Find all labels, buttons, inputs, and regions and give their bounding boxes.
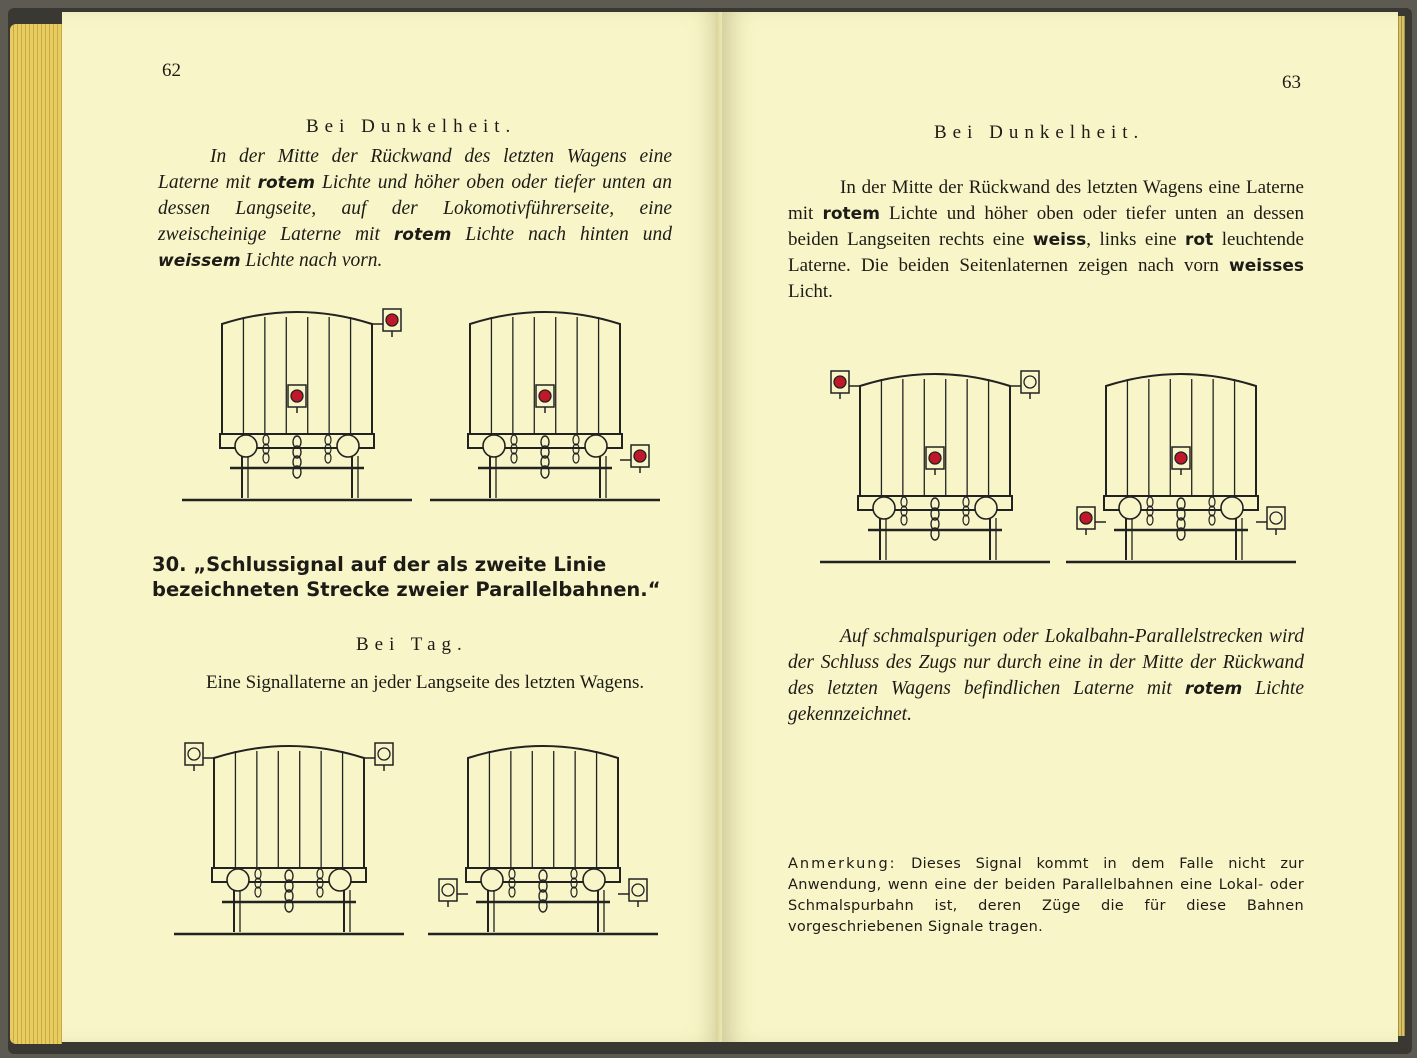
dark-paragraph bbox=[158, 144, 672, 274]
note-block bbox=[788, 854, 1304, 938]
text-run: In der Mitte der Rückwand des letzten Wagens eine Laterne mit bbox=[158, 146, 672, 193]
text-run: Auf schmalspurigen oder Lokalbahn-Parallelstrecken wird der Schluss des Zugs nur durch eine in der Mitte der Rückwand des letzten Wagens befindlichen Laterne mit bbox=[788, 626, 1304, 699]
page-number: 62 bbox=[162, 60, 181, 81]
wagon-body bbox=[468, 746, 618, 868]
wagon-figure bbox=[1066, 346, 1296, 570]
buffer bbox=[235, 435, 257, 457]
note-label: Anmerkung: bbox=[788, 856, 897, 872]
buffer bbox=[585, 435, 607, 457]
bold-word: rotem bbox=[822, 204, 880, 224]
bold-word: weiss bbox=[1032, 230, 1087, 250]
narrow-gauge-paragraph bbox=[788, 624, 1304, 728]
heading-dark: Bei Dunkelheit. bbox=[306, 116, 517, 137]
bold-word: weissem bbox=[158, 251, 241, 271]
buffer bbox=[873, 497, 895, 519]
text-run: Lichte nach vorn. bbox=[240, 250, 383, 271]
left-page bbox=[62, 12, 722, 1042]
buffer bbox=[1119, 497, 1141, 519]
text-run: Licht. bbox=[788, 281, 833, 302]
wagon-body bbox=[214, 746, 364, 868]
wagon-figure bbox=[820, 346, 1050, 570]
bold-word: rotem bbox=[1184, 679, 1243, 699]
section-title: „Schlussignal auf der als zweite Linie bezeichneten Strecke zweier Parallelbahnen.“ bbox=[152, 553, 661, 601]
text-run: In der Mitte der Rückwand des letzten Wagens eine Laterne mit bbox=[788, 177, 1304, 224]
bold-word: rotem bbox=[393, 225, 452, 245]
buffer bbox=[1221, 497, 1243, 519]
buffer bbox=[329, 869, 351, 891]
text-run: Lichte und höher oben oder tiefer unten an dessen beiden Langseiten rechts eine bbox=[788, 203, 1304, 250]
wagon-figure bbox=[174, 718, 404, 942]
day-paragraph: Eine Signallaterne an jeder Langseite des letzten Wagens. bbox=[206, 672, 645, 693]
buffer bbox=[583, 869, 605, 891]
heading-dark: Bei Dunkelheit. bbox=[934, 122, 1145, 143]
note-text: Dieses Signal kommt in dem Falle nicht zur Anwendung, wenn eine der beiden Parallelbahnen eine Lokal- oder Schmalspurbahn ist, deren Züge die für diese Bahnen vorgeschriebenen Signale tragen. bbox=[788, 856, 1304, 935]
wagon-body bbox=[470, 312, 620, 434]
right-page bbox=[722, 12, 1398, 1042]
buffer bbox=[483, 435, 505, 457]
wagon-body bbox=[1106, 374, 1256, 496]
buffer bbox=[481, 869, 503, 891]
section-title-block bbox=[152, 552, 692, 602]
wagon-body bbox=[222, 312, 372, 434]
wagon-figure bbox=[430, 284, 660, 508]
bold-word: rot bbox=[1185, 230, 1214, 250]
section-number: 30. bbox=[152, 553, 187, 576]
bold-word: weisses bbox=[1229, 256, 1304, 276]
text-run: , links eine bbox=[1086, 229, 1186, 250]
bold-word: rotem bbox=[257, 173, 315, 193]
buffer bbox=[227, 869, 249, 891]
text-run: Lichte nach hinten und bbox=[451, 224, 672, 245]
buffer bbox=[337, 435, 359, 457]
wagon-figure bbox=[428, 718, 658, 942]
wagon-figure bbox=[182, 284, 412, 508]
page-edges-left bbox=[10, 24, 62, 1044]
dark-paragraph bbox=[788, 175, 1304, 305]
wagon-body bbox=[860, 374, 1010, 496]
heading-day: Bei Tag. bbox=[356, 634, 468, 655]
buffer bbox=[975, 497, 997, 519]
text-run: Lichte gekennzeichnet. bbox=[788, 678, 1304, 725]
text-run: leuchtende Laterne. Die beiden Seitenlaternen zeigen nach vorn bbox=[788, 229, 1304, 276]
text-run: Lichte und höher oben oder tiefer unten an dessen Langseite, auf der Lokomotivführerseite, eine zweischeinige Laterne mit bbox=[158, 172, 672, 245]
page-number: 63 bbox=[1282, 72, 1301, 93]
